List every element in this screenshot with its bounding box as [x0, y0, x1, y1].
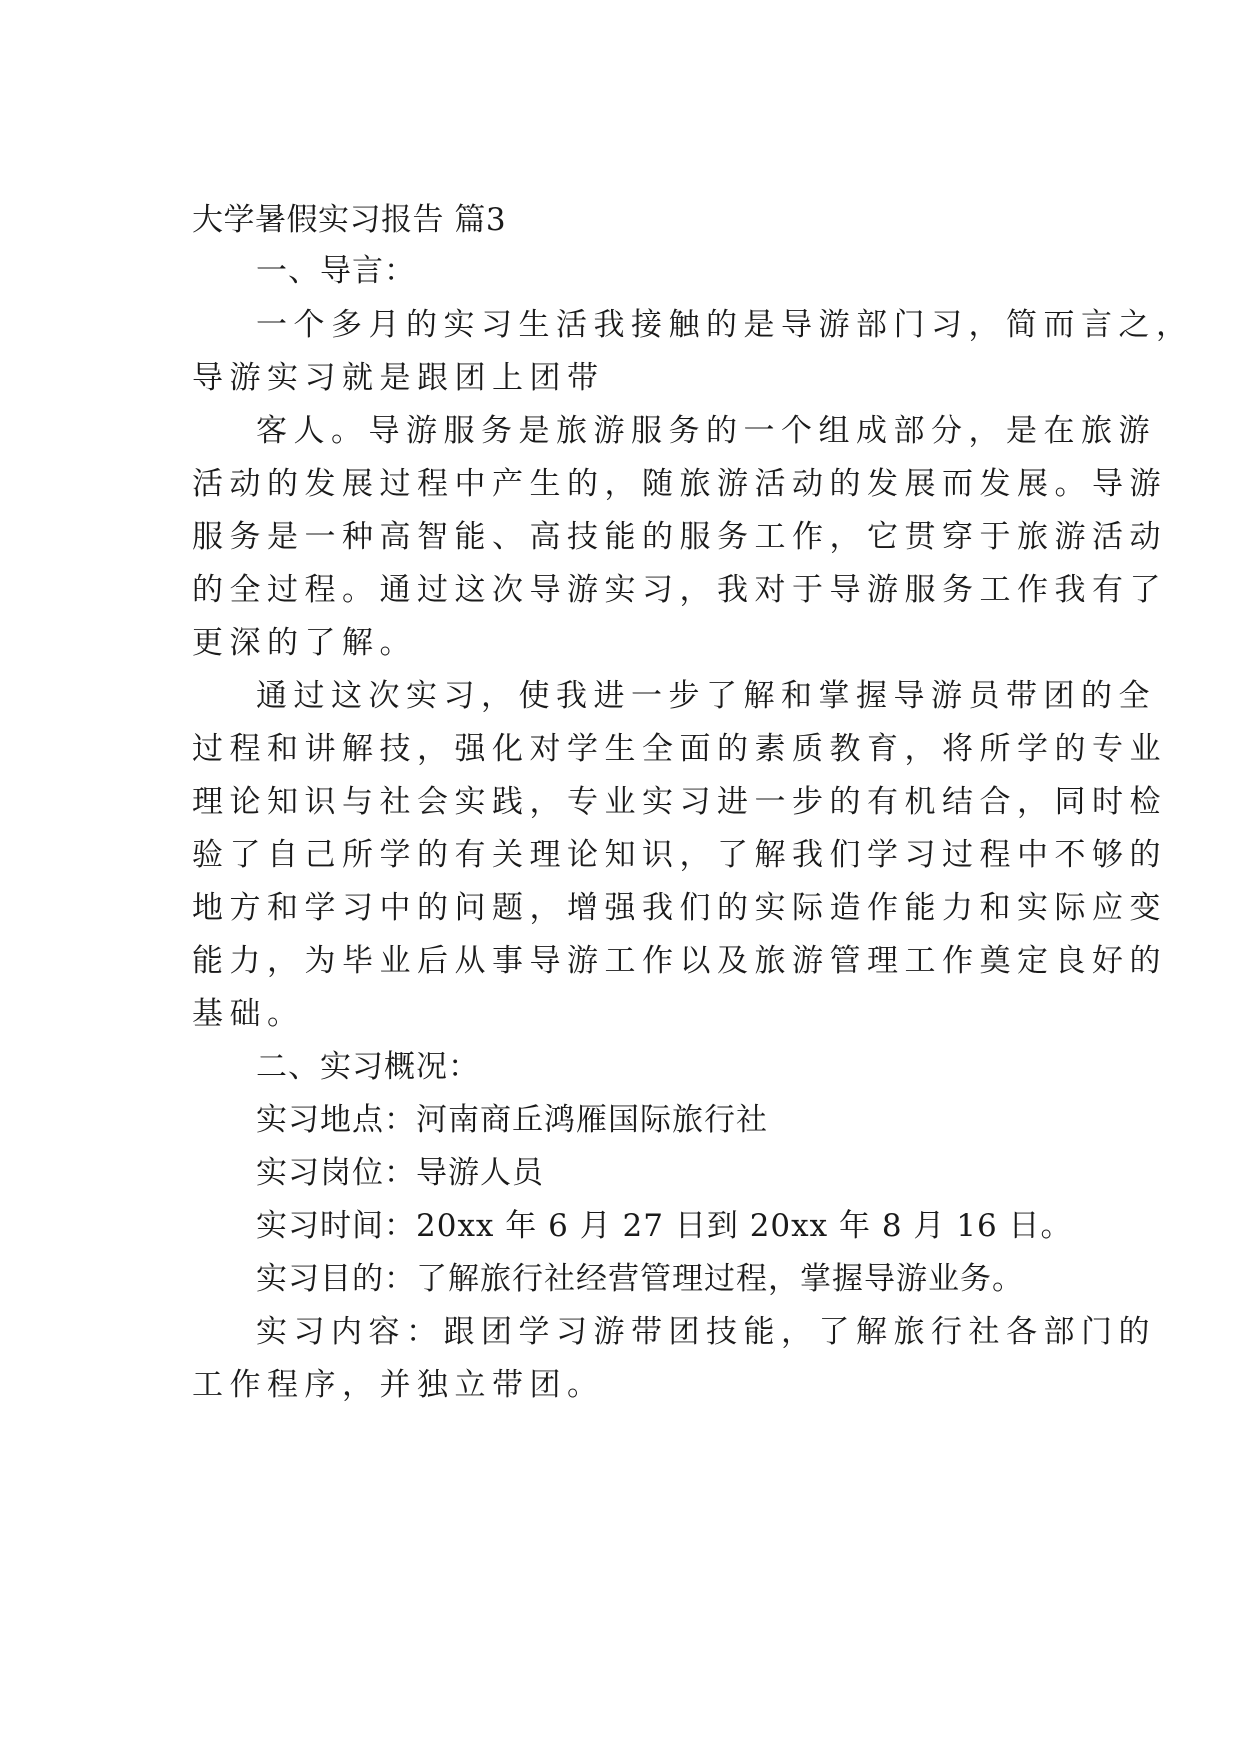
detail-content: 实习内容：跟团学习游带团技能，了解旅行社各部门的 — [256, 1314, 1156, 1350]
paragraph-line: 基础。 — [192, 996, 305, 1032]
section-heading-intro: 一、导言： — [256, 253, 416, 289]
paragraph-line: 一个多月的实习生活我接触的是导游部门习，简而言之， — [256, 307, 1194, 343]
paragraph-line: 更深的了解。 — [192, 625, 417, 661]
paragraph-line: 的全过程。通过这次导游实习，我对于导游服务工作我有了 — [192, 572, 1167, 608]
paragraph-line: 通过这次实习，使我进一步了解和掌握导游员带团的全 — [256, 678, 1156, 714]
paragraph-line: 理论知识与社会实践，专业实习进一步的有机结合，同时检 — [192, 784, 1167, 820]
section-heading-overview: 二、实习概况： — [256, 1049, 480, 1085]
detail-time: 实习时间：20xx 年 6 月 27 日到 20xx 年 8 月 16 日。 — [256, 1208, 1073, 1244]
detail-position: 实习岗位：导游人员 — [256, 1155, 544, 1191]
document-title: 大学暑假实习报告 篇3 — [192, 202, 507, 238]
paragraph-line: 工作程序，并独立带团。 — [192, 1367, 605, 1403]
paragraph-line: 地方和学习中的问题，增强我们的实际造作能力和实际应变 — [192, 890, 1167, 926]
paragraph-line: 过程和讲解技，强化对学生全面的素质教育，将所学的专业 — [192, 731, 1167, 767]
paragraph-line: 服务是一种高智能、高技能的服务工作，它贯穿于旅游活动 — [192, 519, 1167, 555]
paragraph-line: 能力，为毕业后从事导游工作以及旅游管理工作奠定良好的 — [192, 943, 1167, 979]
paragraph-line: 活动的发展过程中产生的，随旅游活动的发展而发展。导游 — [192, 466, 1167, 502]
detail-purpose: 实习目的：了解旅行社经营管理过程，掌握导游业务。 — [256, 1261, 1024, 1297]
paragraph-line: 验了自己所学的有关理论知识，了解我们学习过程中不够的 — [192, 837, 1167, 873]
paragraph-line: 客人。导游服务是旅游服务的一个组成部分，是在旅游 — [256, 413, 1156, 449]
detail-location: 实习地点：河南商丘鸿雁国际旅行社 — [256, 1102, 768, 1138]
paragraph-line: 导游实习就是跟团上团带 — [192, 360, 605, 396]
